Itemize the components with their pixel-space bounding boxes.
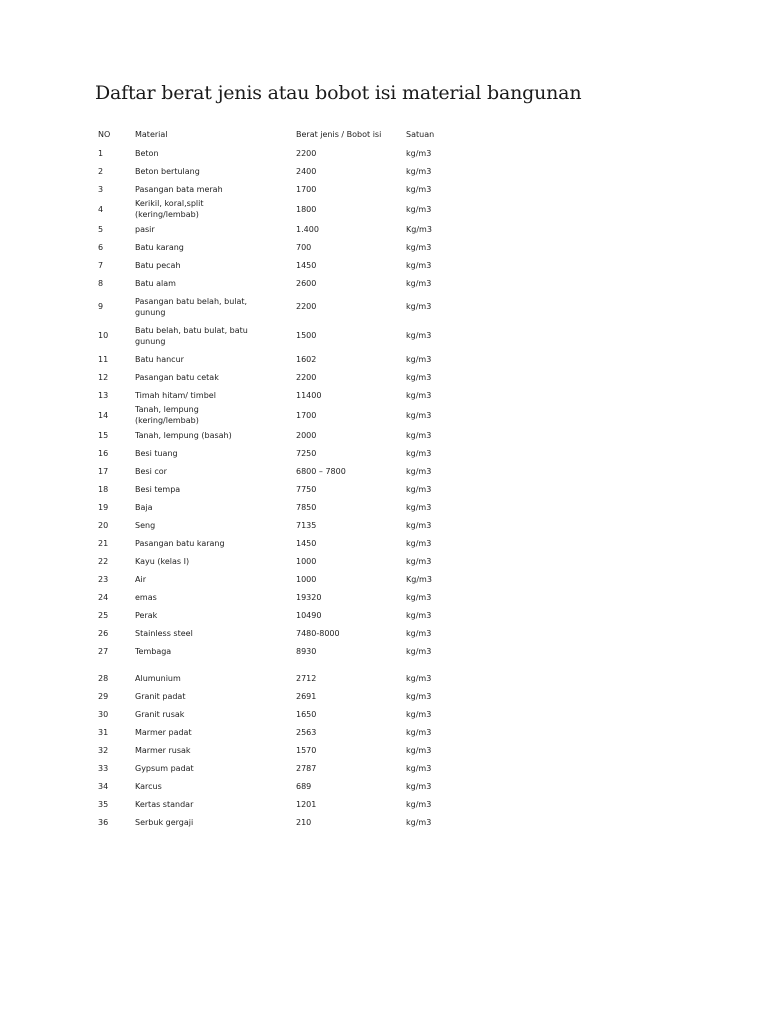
cell-satuan: kg/m3 <box>406 745 432 755</box>
table-row <box>98 144 466 162</box>
cell-material <box>135 795 296 813</box>
cell-berat-jenis: 7480-8000 <box>296 628 340 638</box>
table-row <box>98 292 466 321</box>
cell-berat-jenis: 700 <box>296 242 312 252</box>
cell-satuan: kg/m3 <box>406 390 432 400</box>
cell-satuan: kg/m3 <box>406 448 432 458</box>
cell-no: 33 <box>98 763 109 773</box>
cell-material <box>135 606 296 624</box>
cell-material <box>135 274 296 292</box>
cell-no: 26 <box>98 628 109 638</box>
table-row <box>98 516 466 534</box>
cell-satuan: kg/m3 <box>406 727 432 737</box>
cell-berat-jenis: 1500 <box>296 331 317 340</box>
cell-material <box>135 426 296 444</box>
cell-no: 4 <box>98 204 104 214</box>
cell-material <box>135 404 296 426</box>
cell-satuan: Kg/m3 <box>406 224 432 234</box>
cell-no: 8 <box>98 278 104 288</box>
material-label: Granit rusak <box>135 709 185 719</box>
material-label: Batu pecah <box>135 260 181 270</box>
table-row <box>98 687 466 705</box>
material-label: Air <box>135 574 146 584</box>
cell-no: 34 <box>98 781 109 791</box>
cell-no: 23 <box>98 574 109 584</box>
cell-berat-jenis: 1000 <box>296 556 317 566</box>
cell-berat-jenis: 11400 <box>296 390 322 400</box>
cell-satuan: kg/m3 <box>406 278 432 288</box>
cell-material <box>135 292 296 321</box>
cell-berat-jenis: 689 <box>296 781 312 791</box>
material-label: Marmer padat <box>135 727 192 737</box>
material-label: Karcus <box>135 781 162 791</box>
material-label: Batu belah, batu bulat, batu gunung <box>135 325 248 346</box>
material-label: Timah hitam/ timbel <box>135 390 216 400</box>
cell-satuan: kg/m3 <box>406 331 432 340</box>
cell-no: 32 <box>98 745 109 755</box>
table-row <box>98 552 466 570</box>
cell-satuan: kg/m3 <box>406 484 432 494</box>
cell-satuan: kg/m3 <box>406 763 432 773</box>
cell-no: 2 <box>98 166 104 176</box>
material-label: Kertas standar <box>135 799 194 809</box>
table-header-row <box>98 124 466 144</box>
cell-berat-jenis: 6800 – 7800 <box>296 466 346 476</box>
cell-material <box>135 368 296 386</box>
cell-no: 10 <box>98 331 109 340</box>
material-label: Tanah, lempung (kering/lembab) <box>135 405 199 425</box>
cell-material <box>135 516 296 534</box>
material-label: Pasangan bata merah <box>135 184 223 194</box>
cell-berat-jenis: 2400 <box>296 166 317 176</box>
material-label: Pasangan batu cetak <box>135 372 219 382</box>
table-row <box>98 274 466 292</box>
cell-berat-jenis: 7135 <box>296 520 317 530</box>
material-label: Baja <box>135 502 153 512</box>
cell-satuan: kg/m3 <box>406 610 432 620</box>
cell-satuan: kg/m3 <box>406 148 432 158</box>
cell-satuan: kg/m3 <box>406 204 432 214</box>
cell-no: 35 <box>98 799 109 809</box>
table-row <box>98 350 466 368</box>
cell-no: 21 <box>98 538 109 548</box>
table-row <box>98 404 466 426</box>
cell-no: 18 <box>98 484 109 494</box>
cell-berat-jenis: 2200 <box>296 372 317 382</box>
cell-satuan: kg/m3 <box>406 817 432 827</box>
cell-material <box>135 777 296 795</box>
material-label: Alumunium <box>135 673 181 683</box>
cell-no: 1 <box>98 148 104 158</box>
cell-satuan: kg/m3 <box>406 354 432 364</box>
material-label: Besi tempa <box>135 484 181 494</box>
cell-berat-jenis: 7750 <box>296 484 317 494</box>
material-label: Gypsum padat <box>135 763 194 773</box>
cell-no: 20 <box>98 520 109 530</box>
cell-berat-jenis: 19320 <box>296 592 322 602</box>
cell-material <box>135 660 296 687</box>
cell-satuan: kg/m3 <box>406 242 432 252</box>
cell-satuan: kg/m3 <box>406 184 432 194</box>
cell-material <box>135 144 296 162</box>
material-label: Pasangan batu karang <box>135 538 225 548</box>
table-row <box>98 813 466 831</box>
table-row <box>98 705 466 723</box>
cell-satuan: kg/m3 <box>406 166 432 176</box>
cell-material <box>135 642 296 660</box>
cell-no: 14 <box>98 410 109 420</box>
material-label: Tanah, lempung (basah) <box>135 430 232 440</box>
cell-berat-jenis: 2200 <box>296 148 317 158</box>
cell-no: 25 <box>98 610 109 620</box>
cell-no: 7 <box>98 260 104 270</box>
cell-no: 13 <box>98 390 109 400</box>
cell-berat-jenis: 210 <box>296 817 312 827</box>
cell-satuan: kg/m3 <box>406 646 432 656</box>
cell-satuan: kg/m3 <box>406 556 432 566</box>
cell-material <box>135 624 296 642</box>
table-body <box>98 144 466 831</box>
cell-berat-jenis: 2712 <box>296 673 317 683</box>
cell-berat-jenis: 7250 <box>296 448 317 458</box>
cell-satuan: kg/m3 <box>406 538 432 548</box>
material-label: Beton <box>135 148 159 158</box>
cell-material <box>135 256 296 274</box>
table-row <box>98 660 466 687</box>
table-row <box>98 162 466 180</box>
cell-no: 27 <box>98 646 109 656</box>
table-row <box>98 741 466 759</box>
material-label: Serbuk gergaji <box>135 817 194 827</box>
cell-satuan: kg/m3 <box>406 466 432 476</box>
table-row <box>98 777 466 795</box>
cell-berat-jenis: 2787 <box>296 763 317 773</box>
header-no: NO <box>98 129 111 139</box>
cell-material <box>135 705 296 723</box>
cell-satuan: kg/m3 <box>406 592 432 602</box>
table-row <box>98 480 466 498</box>
material-label: Batu karang <box>135 242 184 252</box>
material-label: Beton bertulang <box>135 166 200 176</box>
cell-berat-jenis: 1570 <box>296 745 317 755</box>
cell-material <box>135 480 296 498</box>
table-row <box>98 220 466 238</box>
page-title: Daftar berat jenis atau bobot isi material bangunan <box>95 82 582 104</box>
cell-material <box>135 687 296 705</box>
header-berat-jenis: Berat jenis / Bobot isi <box>296 129 382 139</box>
cell-satuan: kg/m3 <box>406 781 432 791</box>
material-label: Perak <box>135 610 158 620</box>
cell-no: 9 <box>98 302 104 311</box>
table-row <box>98 180 466 198</box>
material-label: Kayu (kelas I) <box>135 556 190 566</box>
table-row <box>98 606 466 624</box>
table-row <box>98 534 466 552</box>
cell-berat-jenis: 1201 <box>296 799 317 809</box>
cell-material <box>135 238 296 256</box>
cell-satuan: kg/m3 <box>406 673 432 683</box>
material-label: Granit padat <box>135 691 186 701</box>
cell-material <box>135 741 296 759</box>
cell-satuan: kg/m3 <box>406 691 432 701</box>
material-label: Pasangan batu belah, bulat, gunung <box>135 296 248 317</box>
cell-berat-jenis: 2563 <box>296 727 317 737</box>
cell-material <box>135 759 296 777</box>
cell-satuan: kg/m3 <box>406 709 432 719</box>
cell-no: 15 <box>98 430 109 440</box>
cell-berat-jenis: 1700 <box>296 184 317 194</box>
cell-berat-jenis: 10490 <box>296 610 322 620</box>
table-row <box>98 795 466 813</box>
cell-berat-jenis: 1650 <box>296 709 317 719</box>
material-label: pasir <box>135 224 155 234</box>
material-label: Batu alam <box>135 278 176 288</box>
table-row <box>98 642 466 660</box>
table-row <box>98 624 466 642</box>
material-label: emas <box>135 592 157 602</box>
table-row <box>98 238 466 256</box>
material-label: Besi cor <box>135 466 167 476</box>
cell-satuan: kg/m3 <box>406 260 432 270</box>
cell-satuan: kg/m3 <box>406 520 432 530</box>
cell-satuan: kg/m3 <box>406 302 432 311</box>
cell-berat-jenis: 1450 <box>296 538 317 548</box>
material-label: Kerikil, koral,split (kering/lembab) <box>135 199 204 219</box>
table-row <box>98 498 466 516</box>
header-satuan: Satuan <box>406 129 435 139</box>
cell-no: 29 <box>98 691 109 701</box>
cell-berat-jenis: 2691 <box>296 691 317 701</box>
cell-no: 6 <box>98 242 104 252</box>
material-label: Besi tuang <box>135 448 178 458</box>
cell-satuan: kg/m3 <box>406 799 432 809</box>
material-label: Tembaga <box>135 646 172 656</box>
cell-material <box>135 321 296 350</box>
cell-no: 16 <box>98 448 109 458</box>
table-row <box>98 198 466 220</box>
cell-material <box>135 386 296 404</box>
cell-no: 30 <box>98 709 109 719</box>
cell-material <box>135 813 296 831</box>
material-label: Seng <box>135 520 156 530</box>
cell-material <box>135 444 296 462</box>
cell-material <box>135 723 296 741</box>
table-row <box>98 386 466 404</box>
table-row <box>98 723 466 741</box>
table-row <box>98 444 466 462</box>
cell-no: 19 <box>98 502 109 512</box>
cell-material <box>135 588 296 606</box>
cell-satuan: kg/m3 <box>406 410 432 420</box>
cell-material <box>135 552 296 570</box>
cell-berat-jenis: 1700 <box>296 410 317 420</box>
material-label: Stainless steel <box>135 628 193 638</box>
cell-berat-jenis: 7850 <box>296 502 317 512</box>
cell-material <box>135 462 296 480</box>
cell-berat-jenis: 2200 <box>296 302 317 311</box>
material-label: Batu hancur <box>135 354 184 364</box>
cell-no: 11 <box>98 354 109 364</box>
cell-no: 22 <box>98 556 109 566</box>
table-row <box>98 426 466 444</box>
cell-no: 28 <box>98 673 109 683</box>
cell-material <box>135 162 296 180</box>
cell-no: 31 <box>98 727 109 737</box>
cell-material <box>135 220 296 238</box>
cell-berat-jenis: 2600 <box>296 278 317 288</box>
cell-material <box>135 498 296 516</box>
cell-material <box>135 180 296 198</box>
cell-no: 12 <box>98 372 109 382</box>
cell-satuan: kg/m3 <box>406 372 432 382</box>
table-row <box>98 570 466 588</box>
cell-berat-jenis: 1450 <box>296 260 317 270</box>
table-row <box>98 462 466 480</box>
material-label: Marmer rusak <box>135 745 191 755</box>
cell-berat-jenis: 2000 <box>296 430 317 440</box>
cell-satuan: kg/m3 <box>406 430 432 440</box>
table-row <box>98 368 466 386</box>
cell-material <box>135 534 296 552</box>
cell-berat-jenis: 8930 <box>296 646 317 656</box>
table-row <box>98 256 466 274</box>
cell-no: 36 <box>98 817 109 827</box>
cell-satuan: kg/m3 <box>406 502 432 512</box>
cell-no: 24 <box>98 592 109 602</box>
cell-berat-jenis: 1800 <box>296 204 317 214</box>
cell-no: 17 <box>98 466 109 476</box>
cell-material <box>135 198 296 220</box>
cell-satuan: Kg/m3 <box>406 574 432 584</box>
cell-berat-jenis: 1602 <box>296 354 317 364</box>
cell-material <box>135 570 296 588</box>
cell-satuan: kg/m3 <box>406 628 432 638</box>
material-table <box>98 124 466 831</box>
table-row <box>98 588 466 606</box>
cell-no: 5 <box>98 224 104 234</box>
table-row <box>98 321 466 350</box>
table-row <box>98 759 466 777</box>
cell-no: 3 <box>98 184 104 194</box>
cell-berat-jenis: 1000 <box>296 574 317 584</box>
cell-berat-jenis: 1.400 <box>296 224 319 234</box>
cell-material <box>135 350 296 368</box>
header-material: Material <box>135 129 168 139</box>
